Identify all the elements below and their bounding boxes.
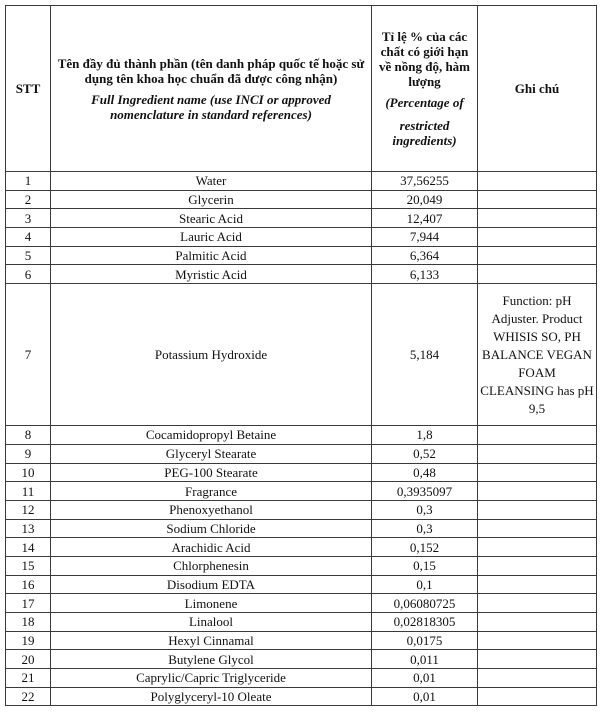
table-row [6, 687, 597, 706]
ingredient-name-cell: Myristic Acid [51, 265, 372, 284]
ingredient-name-cell: Phenoxyethanol [51, 500, 372, 519]
row-number-cell: 14 [6, 538, 51, 557]
note-cell [478, 650, 597, 669]
note-cell [478, 631, 597, 650]
percentage-cell: 0,011 [372, 650, 478, 669]
note-cell [478, 500, 597, 519]
note-cell [478, 575, 597, 594]
table-row [6, 594, 597, 613]
percentage-cell: 7,944 [372, 228, 478, 247]
table-row [6, 669, 597, 688]
note-cell [478, 172, 597, 191]
ingredient-name-cell: Linalool [51, 613, 372, 632]
note-cell [478, 519, 597, 538]
header-name-english: Full Ingredient name (use INCI or approved nomenclature in standard references) [91, 91, 331, 122]
note-cell [478, 687, 597, 706]
row-number-cell: 13 [6, 519, 51, 538]
table-row [6, 172, 597, 191]
row-number-cell: 17 [6, 594, 51, 613]
header-percentage-english-2: restricted ingredients) [392, 118, 457, 148]
table-row [6, 228, 597, 247]
percentage-cell: 0,02818305 [372, 613, 478, 632]
ingredient-name-cell: Polyglyceryl-10 Oleate [51, 687, 372, 706]
percentage-cell: 0,0175 [372, 631, 478, 650]
table-row [6, 284, 597, 426]
note-cell [478, 556, 597, 575]
ingredient-name-cell: PEG-100 Stearate [51, 463, 372, 482]
percentage-cell: 0,3 [372, 519, 478, 538]
note-cell [478, 538, 597, 557]
table-row [6, 444, 597, 463]
table-row [6, 482, 597, 501]
note-cell [478, 482, 597, 501]
percentage-cell: 6,364 [372, 246, 478, 265]
percentage-cell: 0,3935097 [372, 482, 478, 501]
note-cell [478, 246, 597, 265]
percentage-cell: 0,01 [372, 669, 478, 688]
percentage-cell: 20,049 [372, 190, 478, 209]
ingredient-name-cell: Glyceryl Stearate [51, 444, 372, 463]
row-number-cell: 9 [6, 444, 51, 463]
table-row [6, 500, 597, 519]
header-row [6, 6, 597, 172]
note-cell [478, 426, 597, 445]
table-row [6, 556, 597, 575]
ingredient-name-cell: Butylene Glycol [51, 650, 372, 669]
table-row [6, 538, 597, 557]
percentage-cell: 37,56255 [372, 172, 478, 191]
percentage-cell: 0,48 [372, 463, 478, 482]
row-number-cell: 20 [6, 650, 51, 669]
ingredient-name-cell: Sodium Chloride [51, 519, 372, 538]
row-number-cell: 15 [6, 556, 51, 575]
note-cell [478, 265, 597, 284]
row-number-cell: 3 [6, 209, 51, 228]
row-number-cell: 16 [6, 575, 51, 594]
row-number-cell: 18 [6, 613, 51, 632]
ingredient-name-cell: Chlorphenesin [51, 556, 372, 575]
note-cell [478, 190, 597, 209]
table-row [6, 631, 597, 650]
header-stt: STT [6, 6, 51, 172]
note-cell [478, 209, 597, 228]
percentage-cell: 0,152 [372, 538, 478, 557]
ingredient-name-cell: Caprylic/Capric Triglyceride [51, 669, 372, 688]
header-percentage-english-1: (Percentage of [385, 95, 464, 110]
table-row [6, 519, 597, 538]
table-row [6, 209, 597, 228]
note-cell: Function: pH Adjuster. Product WHISIS SO, PH BALANCE VEGAN FOAM CLEANSING has pH 9,5 [478, 284, 597, 426]
row-number-cell: 19 [6, 631, 51, 650]
header-name-vietnamese: Tên đầy đủ thành phần (tên danh pháp quốc tế hoặc sử dụng tên khoa học chuẩn đã được công nhận) [57, 55, 365, 86]
ingredient-name-cell: Cocamidopropyl Betaine [51, 426, 372, 445]
note-cell [478, 669, 597, 688]
table-row [6, 650, 597, 669]
percentage-cell: 6,133 [372, 265, 478, 284]
ingredient-name-cell: Stearic Acid [51, 209, 372, 228]
ingredient-name-cell: Palmitic Acid [51, 246, 372, 265]
table-row [6, 426, 597, 445]
table-row [6, 246, 597, 265]
row-number-cell: 4 [6, 228, 51, 247]
table-body [6, 172, 597, 706]
note-cell [478, 444, 597, 463]
percentage-cell: 0,1 [372, 575, 478, 594]
header-percentage [372, 6, 478, 172]
row-number-cell: 10 [6, 463, 51, 482]
table-row [6, 613, 597, 632]
row-number-cell: 22 [6, 687, 51, 706]
row-number-cell: 6 [6, 265, 51, 284]
row-number-cell: 8 [6, 426, 51, 445]
row-number-cell: 7 [6, 284, 51, 426]
table-row [6, 463, 597, 482]
row-number-cell: 5 [6, 246, 51, 265]
note-cell [478, 594, 597, 613]
percentage-cell: 5,184 [372, 284, 478, 426]
percentage-cell: 0,06080725 [372, 594, 478, 613]
header-ingredient-name [51, 6, 372, 172]
percentage-cell: 0,01 [372, 687, 478, 706]
ingredient-name-cell: Arachidic Acid [51, 538, 372, 557]
percentage-cell: 12,407 [372, 209, 478, 228]
ingredient-name-cell: Limonene [51, 594, 372, 613]
ingredient-name-cell: Glycerin [51, 190, 372, 209]
ingredient-name-cell: Hexyl Cinnamal [51, 631, 372, 650]
ingredient-name-cell: Lauric Acid [51, 228, 372, 247]
percentage-cell: 1,8 [372, 426, 478, 445]
percentage-cell: 0,3 [372, 500, 478, 519]
row-number-cell: 11 [6, 482, 51, 501]
note-cell [478, 463, 597, 482]
header-note: Ghi chú [478, 6, 597, 172]
ingredient-table [5, 5, 597, 706]
table-row [6, 575, 597, 594]
ingredient-name-cell: Fragrance [51, 482, 372, 501]
percentage-cell: 0,52 [372, 444, 478, 463]
ingredient-name-cell: Water [51, 172, 372, 191]
row-number-cell: 2 [6, 190, 51, 209]
row-number-cell: 12 [6, 500, 51, 519]
row-number-cell: 1 [6, 172, 51, 191]
note-cell [478, 613, 597, 632]
header-percentage-vietnamese: Tỉ lệ % của các chất có giới hạn về nồng độ, hàm lượng [378, 29, 471, 89]
percentage-cell: 0,15 [372, 556, 478, 575]
row-number-cell: 21 [6, 669, 51, 688]
note-cell [478, 228, 597, 247]
table-row [6, 190, 597, 209]
ingredient-name-cell: Disodium EDTA [51, 575, 372, 594]
table-row [6, 265, 597, 284]
ingredient-name-cell: Potassium Hydroxide [51, 284, 372, 426]
